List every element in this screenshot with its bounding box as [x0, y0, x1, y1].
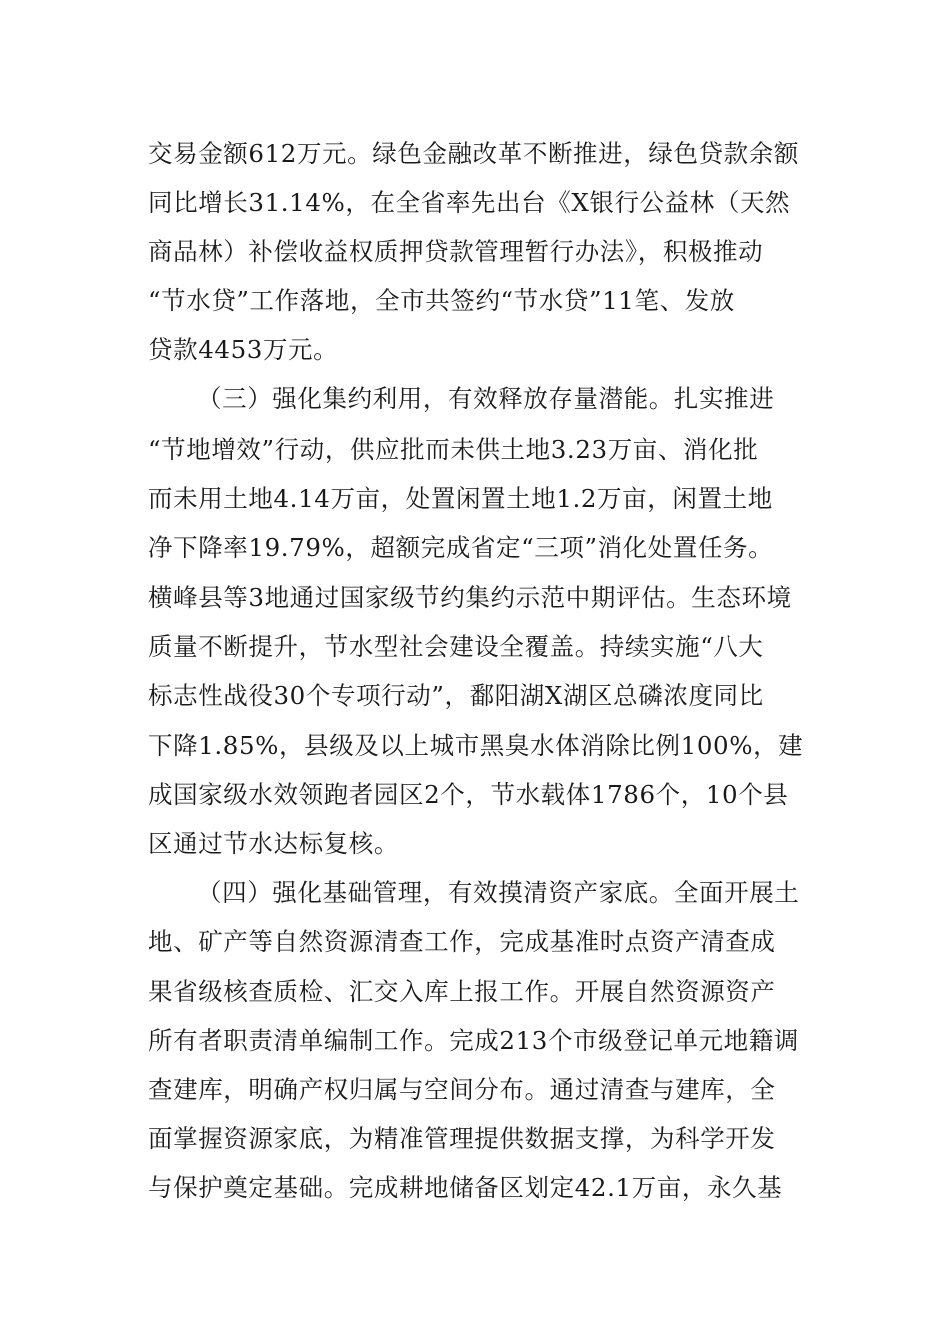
text-line: 所有者职责清单编制工作。完成213个市级登记单元地籍调: [148, 1026, 799, 1055]
text-line: 区通过节水达标复核。: [148, 829, 399, 858]
text-line: 质量不断提升，节水型社会建设全覆盖。持续实施“八大: [148, 632, 764, 661]
paragraph-start-line: （三）强化集约利用，有效释放存量潜能。扎实推进: [197, 384, 775, 413]
text-line: 下降1.85%，县级及以上城市黑臭水体消除比例100%，建: [148, 731, 804, 760]
text-line: “节水贷”工作落地，全市共签约“节水贷”11笔、发放: [148, 286, 735, 315]
text-line: 同比增长31.14%，在全省率先出台《X银行公益林（天然: [148, 188, 791, 217]
text-line: 商品林）补偿收益权质押贷款管理暂行办法》，积极推动: [148, 237, 764, 266]
text-line: 标志性战役30个专项行动”，鄱阳湖X湖区总磷浓度同比: [148, 681, 764, 710]
text-line: 地、矿产等自然资源清查工作，完成基准时点资产清查成: [148, 927, 776, 956]
text-line: 与保护奠定基础。完成耕地储备区划定42.1万亩，永久基: [148, 1173, 783, 1202]
text-line: 面掌握资源家底，为精准管理提供数据支撑，为科学开发: [148, 1124, 776, 1153]
text-line: 贷款4453万元。: [148, 335, 339, 364]
text-line: 而未用土地4.14万亩，处置闲置土地1.2万亩，闲置土地: [148, 484, 773, 513]
text-line: 果省级核查质检、汇交入库上报工作。开展自然资源资产: [148, 977, 776, 1006]
text-line: 横峰县等3地通过国家级节约集约示范中期评估。生态环境: [148, 583, 792, 612]
text-line: 成国家级水效领跑者园区2个，节水载体1786个，10个县: [148, 780, 789, 809]
text-line: “节地增效”行动，供应批而未供土地3.23万亩、消化批: [148, 435, 759, 464]
text-line: 查建库，明确产权归属与空间分布。通过清查与建库，全: [148, 1075, 776, 1104]
paragraph-start-line: （四）强化基础管理，有效摸清资产家底。全面开展土: [197, 878, 800, 907]
text-line: 交易金额612万元。绿色金融改革不断推进，绿色贷款余额: [148, 139, 799, 168]
text-line: 净下降率19.79%，超额完成省定“三项”消化处置任务。: [148, 533, 774, 562]
